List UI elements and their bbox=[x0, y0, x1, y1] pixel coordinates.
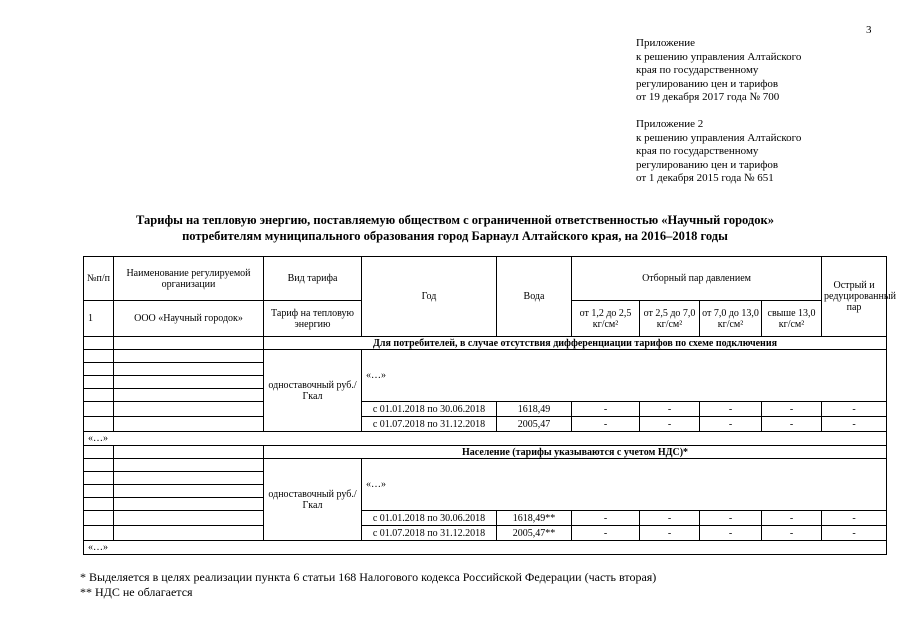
appendix-2-line: Приложение 2 bbox=[636, 118, 704, 130]
org-name: ООО «Научный городок» bbox=[114, 301, 264, 337]
section-2-after: «…» bbox=[84, 541, 887, 555]
section-1-tariff-type: одноставочный руб./Гкал bbox=[264, 350, 362, 432]
header-row-1 bbox=[84, 257, 887, 301]
appendix-2-line: к решению управления Алтайского bbox=[636, 131, 802, 144]
header-org-name: Наименование регулируемой организации bbox=[114, 257, 264, 301]
org-tariff: Тариф на тепловую энергию bbox=[264, 301, 362, 337]
header-num: №п/п bbox=[84, 257, 114, 301]
title-line-1: Тарифы на тепловую энергию, поставляемую обществом с ограниченной ответственностью «Научный городок» bbox=[136, 213, 774, 227]
header-steam-4: свыше 13,0 кг/см² bbox=[762, 301, 822, 337]
value-cell: - bbox=[822, 511, 887, 526]
header-tariff-kind: Вид тарифа bbox=[264, 257, 362, 301]
value-cell: - bbox=[700, 417, 762, 432]
appendix-1-line: Приложение bbox=[636, 37, 696, 49]
value-cell: - bbox=[762, 417, 822, 432]
org-num: 1 bbox=[84, 301, 114, 337]
value-cell: - bbox=[700, 526, 762, 541]
section-2-heading: Население (тарифы указываются с учетом НДС)* bbox=[264, 446, 887, 459]
section-1-after: «…» bbox=[84, 432, 887, 446]
header-steam-2: от 2,5 до 7,0 кг/см² bbox=[640, 301, 700, 337]
appendix-1-line: к решению управления Алтайского bbox=[636, 50, 802, 63]
appendix-1-line: от 19 декабря 2017 года № 700 bbox=[636, 91, 780, 103]
appendix-1-line: регулированию цен и тарифов bbox=[636, 77, 779, 90]
header-steam-group: Отборный пар давлением bbox=[572, 257, 822, 301]
value-cell: - bbox=[572, 511, 640, 526]
page-number: 3 bbox=[866, 24, 872, 36]
section-2-after-row bbox=[84, 541, 887, 555]
table-row bbox=[84, 511, 887, 526]
value-cell: - bbox=[640, 417, 700, 432]
footnote-vat: * Выделяется в целях реализации пункта 6 статьи 168 Налогового кодекса Российской Федерации (часть вторая) bbox=[80, 570, 657, 584]
value-cell: - bbox=[762, 402, 822, 417]
section-2-ellipsis: «…» bbox=[362, 459, 887, 511]
water-cell: 1618,49 bbox=[497, 402, 572, 417]
period-cell: с 01.07.2018 по 31.12.2018 bbox=[362, 526, 497, 541]
appendix-2-line: регулированию цен и тарифов bbox=[636, 158, 779, 171]
title-line-2: потребителям муниципального образования город Барнаул Алтайского края, на 2016–2018 годы bbox=[182, 229, 728, 243]
tariff-table bbox=[83, 256, 896, 555]
document-title bbox=[60, 212, 850, 244]
appendix-2-line: края по государственному bbox=[636, 145, 759, 157]
value-cell: - bbox=[700, 511, 762, 526]
period-cell: с 01.01.2018 по 30.06.2018 bbox=[362, 511, 497, 526]
value-cell: - bbox=[572, 402, 640, 417]
section-2-heading-row bbox=[84, 446, 887, 459]
value-cell: - bbox=[762, 526, 822, 541]
header-water: Вода bbox=[497, 257, 572, 337]
appendix-block-2 bbox=[636, 118, 801, 186]
value-cell: - bbox=[572, 526, 640, 541]
value-cell: - bbox=[572, 417, 640, 432]
value-cell: - bbox=[640, 511, 700, 526]
section-2-tariff-type: одноставочный руб./Гкал bbox=[264, 459, 362, 541]
value-cell: - bbox=[640, 402, 700, 417]
appendix-block-1 bbox=[636, 37, 801, 105]
table-row bbox=[84, 417, 887, 432]
value-cell: - bbox=[822, 417, 887, 432]
section-1-ellipsis: «…» bbox=[362, 350, 887, 402]
footnote-no-vat: ** НДС не облагается bbox=[80, 585, 193, 599]
header-sharp-steam: Острый и редуцированный пар bbox=[822, 257, 887, 337]
section-1-after-row bbox=[84, 432, 887, 446]
water-cell: 2005,47 bbox=[497, 417, 572, 432]
section-1-heading-row bbox=[84, 337, 887, 350]
appendix-2-line: от 1 декабря 2015 года № 651 bbox=[636, 172, 774, 184]
value-cell: - bbox=[822, 526, 887, 541]
value-cell: - bbox=[700, 402, 762, 417]
value-cell: - bbox=[762, 511, 822, 526]
water-cell: 2005,47** bbox=[497, 526, 572, 541]
period-cell: с 01.07.2018 по 31.12.2018 bbox=[362, 417, 497, 432]
value-cell: - bbox=[822, 402, 887, 417]
period-cell: с 01.01.2018 по 30.06.2018 bbox=[362, 402, 497, 417]
value-cell: - bbox=[640, 526, 700, 541]
header-steam-1: от 1,2 до 2,5 кг/см² bbox=[572, 301, 640, 337]
header-year: Год bbox=[362, 257, 497, 337]
appendix-1-line: края по государственному bbox=[636, 64, 759, 76]
table-row bbox=[84, 526, 887, 541]
table-row bbox=[84, 402, 887, 417]
water-cell: 1618,49** bbox=[497, 511, 572, 526]
section-1-heading: Для потребителей, в случае отсутствия дифференциации тарифов по схеме подключения bbox=[264, 337, 887, 350]
header-steam-3: от 7,0 до 13,0 кг/см² bbox=[700, 301, 762, 337]
